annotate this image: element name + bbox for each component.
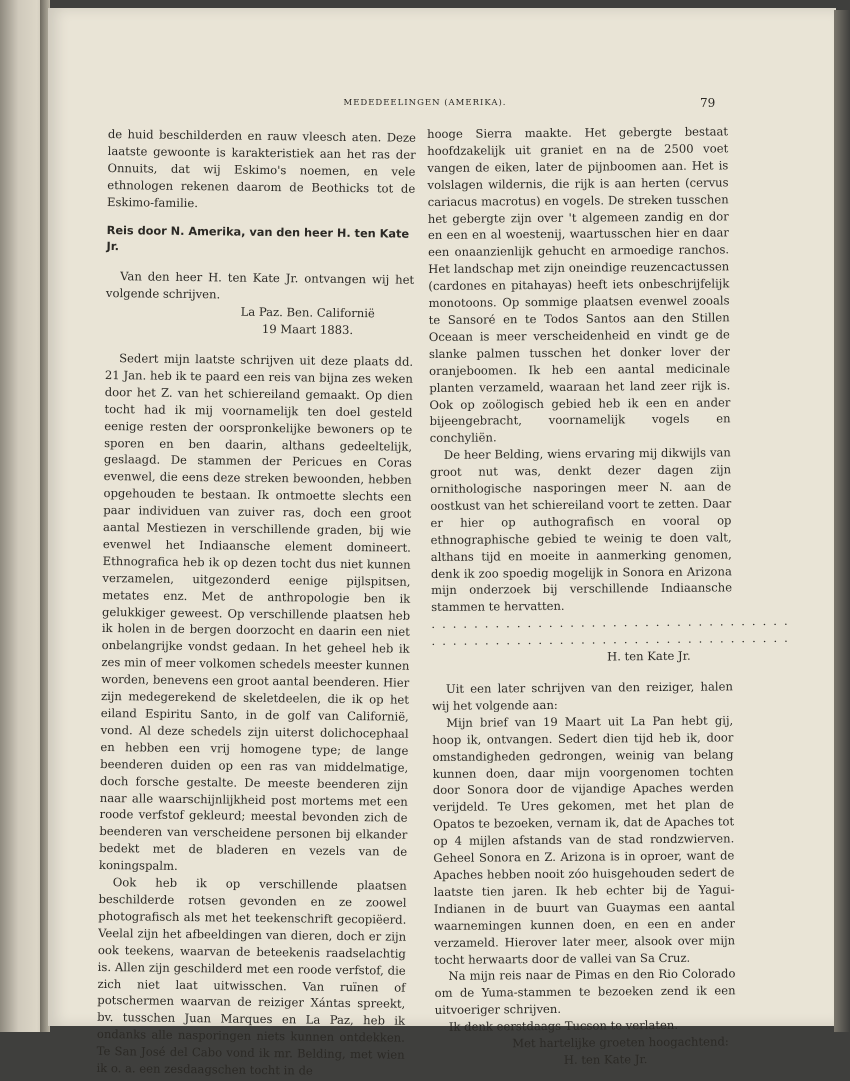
section-heading: Reis door N. Amerika, van den heer H. ten Kate Jr. — [106, 223, 410, 254]
letter-date: 19 Maart 1883. — [261, 321, 354, 338]
page-number: 79 — [700, 96, 716, 110]
intro-paragraph: de huid beschilderden en rauw vleesch aten. Deze laatste gewoonte is karakteristiek aan het ras der Onnuits, dat wij Eskimo's noemen, en vele ethnologen rekenen daarom de Beothicks tot de Eskimo-familie. — [106, 126, 416, 210]
right-column — [427, 123, 795, 1069]
letter-paragraph: De heer Belding, wiens ervaring mij dikwijls van groot nut was, denkt dezer dagen zijn ornithologische nasporingen meer N. aan de oostkust van het schiereiland voort te zetten. Daar er hier op authografisch en vooral op ethnographische gebied te weinig te doen valt, althans tijd en moeite in aanmerking genomen, denk ik zoo spoedig mogelijk in Sonora en Arizona mijn onderzoek bij verschillende Indiaansche stammen te hervatten. — [429, 445, 733, 615]
letter-paragraph: Ook heb ik op verschillende plaatsen beschilderde rotsen gevonden en ze zoowel photografisch als met het teekenschrift gecopiëerd. Veelal zijn het afbeeldingen van dieren, doch er zijn ook teekens, waarvan de beteekenis raadselachtig is. Allen zijn geschilderd met een roode verfstof, die zich niet laat uitwisschen. Van ruïnen of potschermen waarvan de reiziger Xántas spreekt, bv. tusschen Juan Marques en La Paz, heb ik ondanks alle nasporingen niets kunnen ontdekken. Te San José del Cabo vond ik mr. Belding, met wien ik o. a. een zesdaagschen tocht in de — [96, 875, 407, 1078]
letter-place: La Paz. Ben. Californië — [240, 304, 375, 321]
running-head: MEDEDEELINGEN (AMERIKA). — [343, 98, 507, 108]
ellipsis-line: .................................. — [431, 614, 795, 632]
signature: H. ten Kate Jr. — [563, 1052, 648, 1067]
letter-paragraph: Sedert mijn laatste schrijven uit deze plaats dd. 21 Jan. heb ik te paard een reis van bijna zes weken door het Z. van het schiereiland gemaakt. Op dien tocht had ik mij voornamelijk ten doel gesteld eenige resten der oorspronkelijke bewoners op te sporen en ben daarin, althans gedeeltelijk, geslaagd. De stammen der Pericues en Coras evenwel, die eens deze streken bewoonden, hebben opgehouden te bestaan. Ik ontmoette slechts een paar individuen van zuiver ras, doch een groot aantal Mestiezen in verschillende graden, bij wie evenwel het Indiaansche element domineert. Ethnografica heb ik op dezen tocht dus niet kunnen verzamelen, uitgezonderd eenige pijlspitsen, metates enz. Met de anthropologie ben ik gelukkiger geweest. Op verschillende plaatsen heb ik holen in de bergen doorzocht en daarin een niet onbelangrijke vondst gedaan. In het geheel heb ik zes min of meer volkomen schedels meester kunnen worden, benevens een groot aantal beenderen. Hier zijn medegerekend de skeletdeelen, die ik op het eiland Espiritu Santo, in de golf van Californië, vond. Al deze schedels zijn uiterst dolichocephaal en hebben een vrij homogene type; de lange beenderen duiden op een ras van middelmatige, doch forsche gestalte. De meeste beenderen zijn naar alle waarschijnlijkheid post mortems met een roode verfstof gekleurd; meestal bevonden zich de beenderen van verscheidene personen bij elkander bedekt met de bladeren en vezels van de koningspalm. — [98, 351, 414, 874]
letter-paragraph: Na mijn reis naar de Pimas en den Rio Colorado om de Yuma-stammen te bezoeken zend ik een uitvoeriger schrijven. — [434, 966, 736, 1018]
letter-paragraph: Mijn brief van 19 Maart uit La Pan hebt gij, hoop ik, ontvangen. Sedert dien tijd heb ik, door omstandigheden gedrongen, weinig van belang kunnen doen, daar mijn voorgenomen tochten door Sonora door de vijandige Apaches werden verijdeld. Te Ures gekomen, met het plan de Opatos te bezoeken, vernam ik, dat de Apaches tot op 4 mijlen afstands van de stad rondzwierven. Geheel Sonora en Z. Arizona is in oproer, want de Apaches hebben nooit zóo huisgehouden sedert de laatste tien jaren. Ik heb echter bij de Yagui-Indianen in de buurt van Guaymas een aantal waarnemingen kunnen doen, en een en ander verzameld. Hierover later meer, alsook over mijn tocht herwaarts door de vallei van Sa Cruz. — [432, 713, 736, 967]
signature: H. ten Kate Jr. — [607, 648, 691, 664]
ellipsis-line: .................................. — [431, 630, 795, 649]
announcement-paragraph: Van den heer H. ten Kate Jr. ontvangen wij het volgende schrijven. — [105, 269, 415, 302]
letter-paragraph: Ik denk eerstdaags Tucson te verlaten. — [448, 1017, 679, 1034]
closing-line: Met hartelijke groeten hoogachtend: — [512, 1034, 729, 1051]
editor-paragraph: Uit een later schrijven van den reiziger, halen wij het volgende aan: — [431, 679, 733, 713]
continued-paragraph: hooge Sierra maakte. Het gebergte bestaat hoofdzakelijk uit graniet en na de 2500 voet vangen de eiken, later de pijnboomen aan. Het is volslagen wildernis, die rijk is aan herten (cervus cariacus macrotus) en vogels. De streken tusschen het gebergte zijn over 't algemeen zandig en dor en een en al woestenij, waartusschen hier en daar een onaanzienlijk gehucht en armoedige ranchos. Het landschap met zijn oneindige reuzencactussen (cardones en pitahayas) heeft iets onbeschrijfelijk monotoons. Op sommige plaatsen evenwel zooals te Sansoré en te Todos Santos aan den Stillen Oceaan is meer verscheidenheid en vindt ge de slanke palmen tusschen het donker lover der oranjeboomen. Ik heb een aantal medicinale planten verzameld, waaraan het land zeer rijk is. Ook op zoölogisch gebied heb ik een en ander bijeengebracht, voornamelijk vogels en conchyliën. — [427, 124, 731, 446]
page-right-edge — [834, 10, 850, 1032]
left-column — [96, 126, 416, 1081]
